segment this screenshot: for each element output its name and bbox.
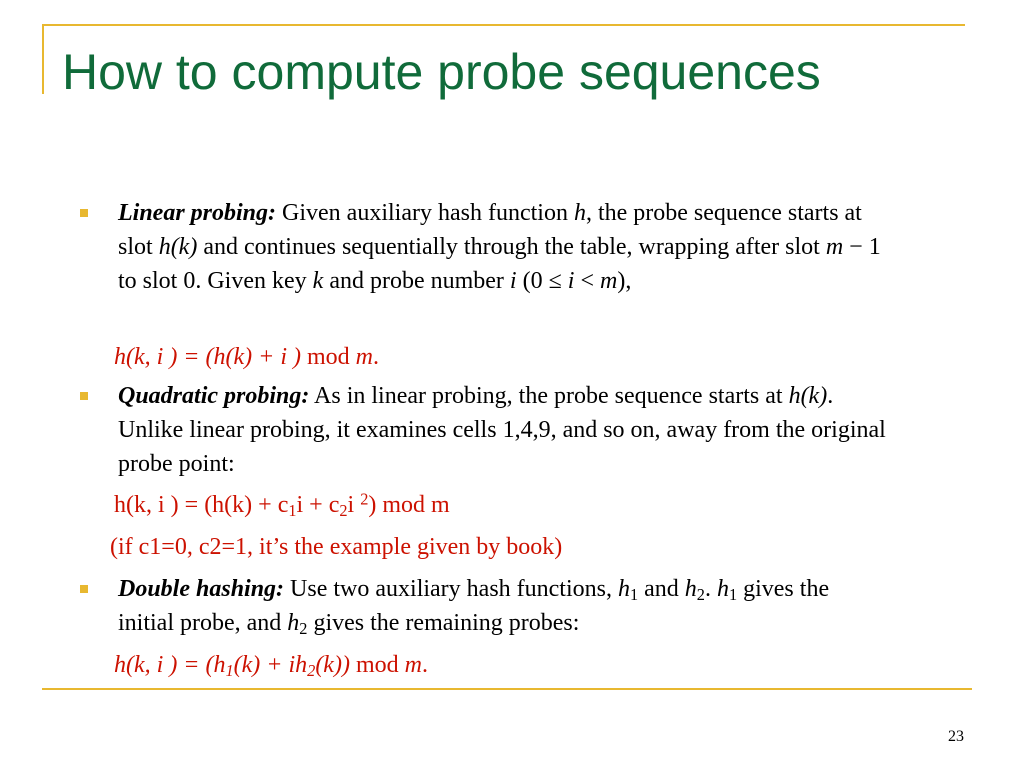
formula-part: mod bbox=[349, 652, 405, 678]
text-run: ), bbox=[617, 268, 632, 294]
text-run: h bbox=[716, 576, 729, 602]
subscript: 1 bbox=[728, 585, 738, 605]
bottom-rule bbox=[42, 688, 972, 690]
text-run: (0 ≤ bbox=[516, 268, 568, 294]
formula-subscript: 2 bbox=[339, 501, 348, 521]
bullet-quadratic-probing bbox=[118, 379, 888, 481]
formula-part: h(k, i ) = (h bbox=[114, 652, 226, 678]
text-run: m bbox=[599, 268, 618, 294]
bullet-heading: Double hashing: bbox=[118, 576, 285, 602]
text-run: . bbox=[704, 576, 717, 602]
subscript: 2 bbox=[299, 619, 308, 639]
bullet-heading: Linear probing: bbox=[118, 200, 277, 226]
text-run: < bbox=[574, 268, 600, 294]
formula-subscript: 1 bbox=[225, 661, 234, 681]
text-run: h(k) bbox=[158, 234, 198, 260]
quadratic-probing-formula bbox=[114, 488, 450, 522]
text-run: h bbox=[287, 610, 300, 636]
formula-subscript: 1 bbox=[288, 501, 297, 521]
slide-title: How to compute probe sequences bbox=[62, 44, 821, 100]
formula-part: m bbox=[404, 652, 422, 678]
bullet-linear-probing bbox=[118, 196, 888, 298]
text-run: h bbox=[573, 200, 586, 226]
bullet-square-icon bbox=[80, 585, 88, 593]
text-run: h bbox=[684, 576, 697, 602]
text-run: , the probe sequence starts at slot bbox=[118, 200, 862, 260]
formula-part: h(k, i ) = (h(k) + c bbox=[114, 492, 289, 518]
text-run: and continues sequentially through the table, wrapping after slot bbox=[197, 234, 826, 260]
quadratic-note: (if c1=0, c2=1, it’s the example given by book) bbox=[110, 534, 563, 560]
text-run: gives the initial probe, and bbox=[118, 576, 830, 636]
formula-part: m bbox=[355, 344, 373, 370]
formula-part: ) mod m bbox=[368, 492, 450, 518]
formula-part: mod bbox=[300, 344, 356, 370]
bullet-heading: Quadratic probing: bbox=[118, 383, 310, 409]
text-run: m bbox=[825, 234, 844, 260]
page-number: 23 bbox=[948, 728, 964, 745]
text-run: h bbox=[617, 576, 630, 602]
text-run: i bbox=[567, 268, 575, 294]
formula-part: . bbox=[421, 652, 428, 678]
double-hashing-formula bbox=[114, 648, 428, 682]
text-run: h(k) bbox=[788, 383, 828, 409]
text-run: and probe number bbox=[323, 268, 510, 294]
bullet-square-icon bbox=[80, 392, 88, 400]
formula-part: i + c bbox=[296, 492, 340, 518]
subscript: 1 bbox=[629, 585, 639, 605]
text-run: Use two auxiliary hash functions, bbox=[284, 576, 618, 602]
formula-part: i bbox=[347, 492, 361, 518]
text-run: − 1 to slot 0. Given key bbox=[118, 234, 881, 294]
text-run: i bbox=[509, 268, 517, 294]
text-run: . Unlike linear probing, it examines cells 1,4,9, and so on, away from the original probe point: bbox=[118, 383, 886, 477]
bullet-square-icon bbox=[80, 209, 88, 217]
formula-part: (k)) bbox=[315, 652, 350, 678]
text-run: As in linear probing, the probe sequence starts at bbox=[309, 383, 789, 409]
text-run: Given auxiliary hash function bbox=[276, 200, 574, 226]
formula-part: h(k, i ) = (h(k) + i ) bbox=[114, 344, 301, 370]
bullet-double-hashing bbox=[118, 572, 888, 640]
formula-superscript: 2 bbox=[360, 489, 369, 509]
text-run: k bbox=[312, 268, 324, 294]
text-run: and bbox=[638, 576, 685, 602]
formula-subscript: 2 bbox=[307, 661, 316, 681]
text-run: gives the remaining probes: bbox=[307, 610, 580, 636]
subscript: 2 bbox=[696, 585, 705, 605]
formula-part: . bbox=[373, 344, 379, 370]
formula-part: (k) + ih bbox=[233, 652, 308, 678]
linear-probing-formula bbox=[114, 340, 379, 374]
